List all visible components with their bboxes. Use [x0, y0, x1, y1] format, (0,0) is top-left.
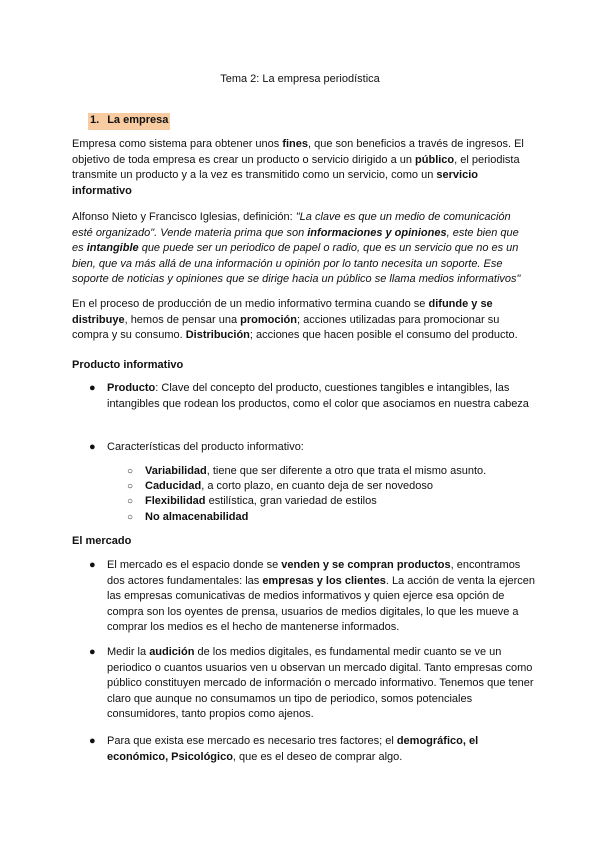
text-run: , que es el deseo de comprar algo.: [232, 750, 403, 763]
circle-bullet-icon: ○: [127, 466, 134, 477]
text-run: . La acción de venta la ejercen las empresas comunicativas de medios informativos y quien ejerce esa opción de compra son los oyentes de prensa, usuarios de medios digitales, lo que les mueve a comprar los medios es el hecho de mantenerse informados.: [107, 574, 536, 633]
circle-bullet-icon: ○: [127, 481, 134, 492]
sub-item-flexibilidad: [145, 494, 545, 510]
sub-item-variabilidad: [145, 464, 545, 480]
text-run: El mercado es el espacio donde se: [107, 559, 282, 571]
list-item-caracteristicas: Características del producto informativo:: [107, 441, 304, 453]
bold-run: Distribución: [185, 329, 250, 341]
sub-item-no-almacenabilidad: [145, 510, 545, 526]
bold-italic-run: intangible: [86, 242, 139, 254]
page-title: Tema 2: La empresa periodística: [220, 73, 380, 85]
paragraph-proceso: [72, 297, 532, 344]
text-run: ; acciones que hacen posible el consumo del producto.: [249, 329, 518, 341]
italic-run: "La clave es que un medio de comunicación esté organizado". Vende materia prima que son: [72, 211, 511, 239]
text-run: En el proceso de producción de un medio informativo termina cuando se: [72, 298, 429, 310]
italic-run: , este bien que es: [72, 226, 519, 254]
list-item-producto: [107, 381, 537, 412]
list-item-audicion: [107, 645, 537, 723]
bold-run: Producto: [107, 382, 156, 394]
bold-run: fines: [282, 138, 309, 150]
sub-item-caducidad: [145, 479, 545, 495]
text-run: , hemos de pensar una: [124, 313, 241, 326]
bold-run: demográfico, el económico, Psicológico: [107, 735, 479, 763]
bold-run: servicio informativo: [72, 169, 478, 197]
heading-producto-informativo: Producto informativo: [72, 359, 184, 371]
bold-run: No almacenabilidad: [145, 511, 249, 523]
bold-run: Variabilidad: [145, 465, 207, 477]
bullet-icon: ●: [89, 735, 96, 747]
bullet-icon: ●: [89, 441, 96, 453]
circle-bullet-icon: ○: [127, 496, 134, 507]
bold-run: público: [415, 153, 455, 166]
text-run: , que son beneficios a través de ingresos. El objetivo de toda empresa es crear un producto o servicio dirigido a un: [72, 138, 524, 166]
text-run: Alfonso Nieto y Francisco Iglesias, definición:: [72, 211, 296, 223]
text-run: Para que exista ese mercado es necesario tres factores; el: [107, 735, 397, 747]
list-item-mercado: [107, 558, 537, 636]
section-number: 1.: [90, 114, 100, 126]
italic-run: que puede ser un periodico de papel o radio, que es un servicio que no es un bien, que va más allá de una información u opinión por lo tanto necesita un soporte. Ese soporte de noticias y opiniones que se dirige hacia un público se llama medios informativos": [72, 242, 521, 285]
text-run: Empresa como sistema para obtener unos: [72, 138, 283, 150]
bullet-icon: ●: [89, 559, 96, 571]
text-run: , tiene que ser diferente a otro que trata el mismo asunto.: [206, 465, 487, 477]
bold-run: empresas y los clientes: [262, 574, 386, 587]
text-run: , el periodista transmite un producto y a la vez es transmitido como un servicio, como un: [72, 153, 520, 181]
text-run: estilística, gran variedad de estilos: [205, 495, 377, 507]
bold-run: Flexibilidad: [145, 495, 206, 507]
heading-el-mercado: El mercado: [72, 535, 132, 547]
list-item-factores: [107, 734, 537, 765]
section-heading-text: La empresa: [107, 114, 169, 126]
bullet-icon: ●: [89, 646, 96, 658]
text-run: Medir la: [107, 646, 150, 658]
bold-run: difunde y se distribuye: [72, 298, 493, 326]
text-run: , encontramos dos actores fundamentales: las: [107, 559, 521, 587]
bold-run: venden y se compran productos: [281, 559, 451, 571]
bold-run: promoción: [240, 313, 297, 326]
text-run: : Clave del concepto del producto, cuestiones tangibles e intangibles, las intangibles que rodean los productos, como el color que asociamos en nuestra cabeza: [107, 382, 529, 410]
paragraph-definicion: [72, 210, 532, 288]
bullet-icon: ●: [89, 382, 96, 394]
circle-bullet-icon: ○: [127, 512, 134, 523]
bold-run: audición: [149, 646, 195, 658]
text-run: ; acciones utilizadas para promocionar su compra y su consumo.: [72, 313, 500, 341]
paragraph-empresa: [72, 137, 532, 199]
section-heading-la-empresa: [88, 113, 170, 130]
bold-run: Caducidad: [145, 480, 202, 492]
text-run: de los medios digitales, es fundamental medir cuanto se ve un periodico o cuantos usuarios ven u observan un mercado digital. Tanto empresas como público constituyen mercado de información o mercado informativo. Tenemos que tener claro que aunque no consumamos un tipo de periodico, somos potenciales consumidores, tanto propios como ajenos.: [107, 646, 534, 720]
bold-italic-run: informaciones y opiniones: [307, 226, 447, 239]
text-run: , a corto plazo, en cuanto deja de ser novedoso: [201, 480, 434, 492]
